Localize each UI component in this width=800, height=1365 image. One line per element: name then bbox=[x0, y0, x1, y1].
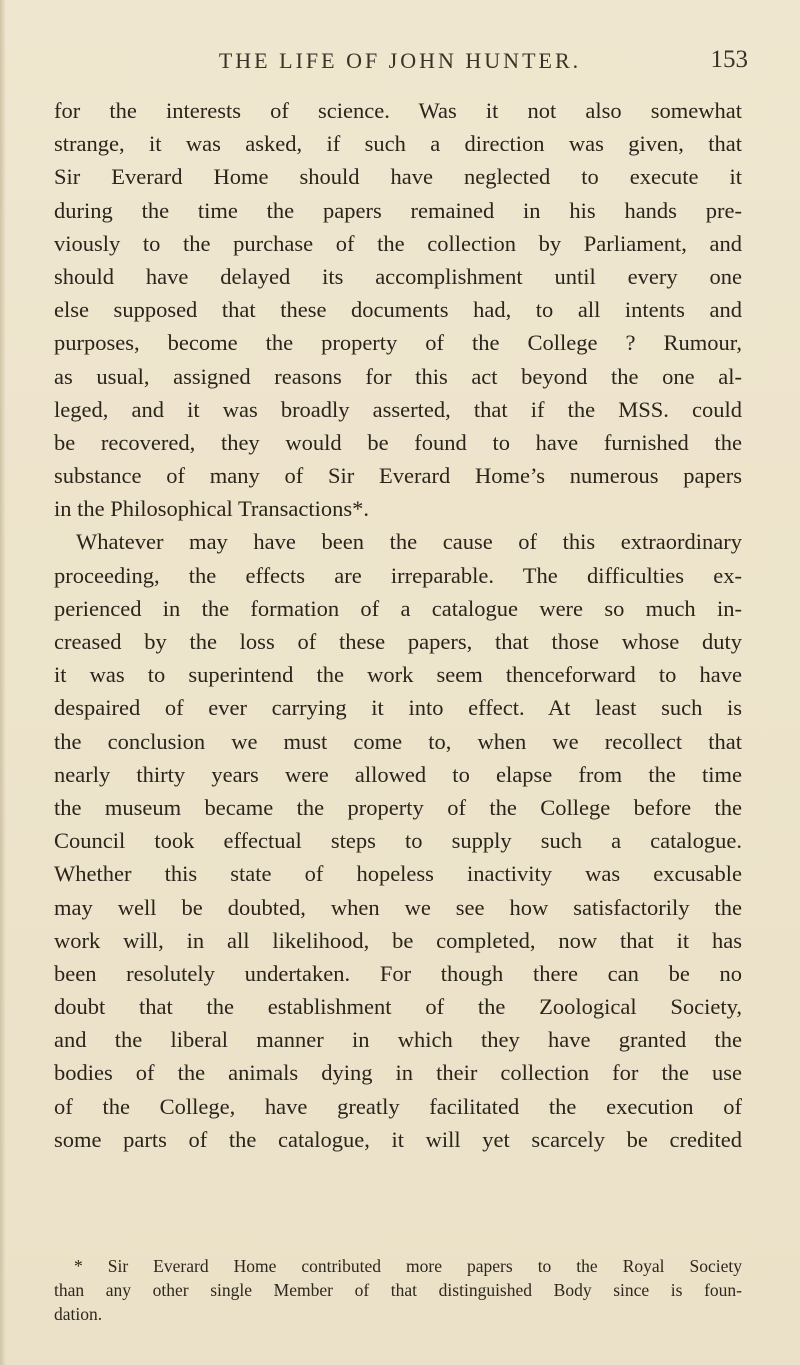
body-line: substance of many of Sir Everard Home’s numerous papers bbox=[54, 463, 742, 489]
body-line: bodies of the animals dying in their collection for the use bbox=[54, 1060, 742, 1086]
page-number: 153 bbox=[710, 46, 748, 73]
footnote bbox=[54, 1254, 742, 1326]
page-binding-shadow bbox=[0, 0, 6, 1365]
body-line: leged, and it was broadly asserted, that if the MSS. could bbox=[54, 396, 742, 422]
footnote-line: * Sir Everard Home contributed more papers to the Royal Society bbox=[74, 1256, 742, 1276]
body-line: as usual, assigned reasons for this act beyond the one al- bbox=[54, 363, 742, 389]
body-line: strange, it was asked, if such a direction was given, that bbox=[54, 131, 742, 157]
body-line: creased by the loss of these papers, that those whose duty bbox=[54, 629, 742, 654]
body-line: Whether this state of hopeless inactivity was excusable bbox=[54, 861, 742, 887]
body-line: proceeding, the effects are irreparable. The difficulties ex- bbox=[54, 562, 742, 588]
body-line: Sir Everard Home should have neglected to execute it bbox=[54, 164, 742, 190]
body-line: it was to superintend the work seem thenceforward to have bbox=[54, 662, 742, 688]
running-head: THE LIFE OF JOHN HUNTER. bbox=[218, 48, 582, 73]
body-line: the conclusion we must come to, when we recollect that bbox=[54, 728, 742, 754]
body-line: during the time the papers remained in his hands pre- bbox=[54, 197, 742, 223]
paragraph-end-line: in the Philosophical Transactions*. bbox=[54, 496, 369, 522]
body-line: for the interests of science. Was it not also somewhat bbox=[54, 98, 742, 123]
body-line: Council took effectual steps to supply such a catalogue. bbox=[54, 828, 742, 854]
footnote-line: than any other single Member of that distinguished Body since is foun- bbox=[54, 1280, 742, 1300]
body-line: else supposed that these documents had, to all intents and bbox=[54, 297, 742, 323]
body-text bbox=[54, 94, 742, 1156]
body-line: some parts of the catalogue, it will yet scarcely be credited bbox=[54, 1126, 742, 1152]
body-line: be recovered, they would be found to have furnished the bbox=[54, 429, 742, 455]
page-header bbox=[0, 48, 800, 78]
body-line: despaired of ever carrying it into effect. At least such is bbox=[54, 695, 742, 721]
paragraph-start-line: Whatever may have been the cause of this extraordinary bbox=[76, 529, 742, 555]
body-line: and the liberal manner in which they have granted the bbox=[54, 1027, 742, 1053]
body-line: of the College, have greatly facilitated the execution of bbox=[54, 1093, 742, 1119]
body-line: nearly thirty years were allowed to elapse from the time bbox=[54, 761, 742, 787]
footnote-line: dation. bbox=[54, 1304, 103, 1324]
body-line: viously to the purchase of the collection by Parliament, and bbox=[54, 230, 742, 256]
body-line: may well be doubted, when we see how satisfactorily the bbox=[54, 894, 742, 920]
body-line: the museum became the property of the College before the bbox=[54, 794, 742, 820]
body-line: should have delayed its accomplishment until every one bbox=[54, 263, 742, 289]
body-line: purposes, become the property of the College ? Rumour, bbox=[54, 330, 742, 356]
body-line: work will, in all likelihood, be completed, now that it has bbox=[54, 927, 742, 953]
body-line: been resolutely undertaken. For though there can be no bbox=[54, 960, 742, 986]
body-line: perienced in the formation of a catalogue were so much in- bbox=[54, 595, 742, 621]
body-line: doubt that the establishment of the Zoological Society, bbox=[54, 994, 742, 1020]
